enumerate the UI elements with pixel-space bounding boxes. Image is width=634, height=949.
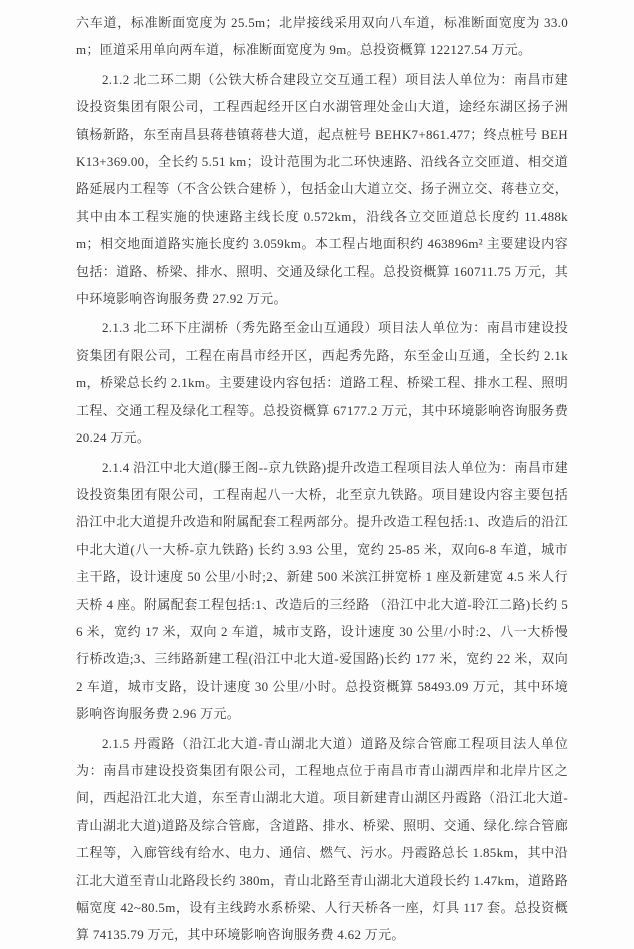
paragraph-section-2-1-4: 2.1.4 沿江中北大道(滕王阁--京九铁路)提升改造工程项目法人单位为：南昌市建设投资集团有限公司，工程南起八一大桥，北至京九铁路。项目建设内容主要包括沿江中北大道提升改造和附属配套工程两部分。提升改造工程包括:1、改造后的沿江中北大道(八一大桥-京九铁路) 长约 3.93 公里，宽约 25-85 米，双向6-8 车道，城市主干路，设计速度 50 公里/小时;2、新建 500 米滨江拼宽桥 1 座及新建宽 4.5 米人行天桥 4 座。附属配套工程包括:1、改造后的三经路 （沿江中北大道-聆江二路)长约 56 米，宽约 17 米，双向 2 车道，城市支路，设计速度 30 公里/小时:2、八一大桥慢行桥改造;3、三纬路新建工程(沿江中北大道-爱国路)长约 177 米，宽约 22 米，双向 2 车道，城市支路，设计速度 30 公里/小时。总投资概算 58493.09 万元，其中环境影响咨询服务费 2.96 万元。 [76, 459, 568, 722]
paragraph-section-2-1-5: 2.1.5 丹霞路（沿江北大道-青山湖北大道）道路及综合管廊工程项目法人单位为：南昌市建设投资集团有限公司，工程地点位于南昌市青山湖西岸和北岸片区之间，西起沿江北大道，东至青山湖北大道。项目新建青山湖区丹霞路（沿江北大道-青山湖北大道)道路及综合管廊，含道路、排水、桥梁、照明、交通、绿化.综合管廊工程等，入廊管线有给水、电力、通信、燃气、污水。丹霞路总长 1.85km，其中沿江北大道至青山北路段长约 380m，青山北路至青山湖北大道段长约 1.47km，道路路幅宽度 42~80.5m，设有主线跨水系桥梁、人行天桥各一座，灯具 117 套。总投资概算 74135.79 万元，其中环境影响咨询服务费 4.62 万元。 [76, 735, 568, 943]
paragraph-continuation: 六车道，标准断面宽度为 25.5m；北岸接线采用双向八车道，标准断面宽度为 33.0m；匝道采用单向两车道，标准断面宽度为 9m。总投资概算 122127.54 万元。 [76, 15, 568, 58]
paragraph-section-2-1-3: 2.1.3 北二环下庄湖桥（秀先路至金山互通段）项目法人单位为：南昌市建设投资集团有限公司，工程在南昌市经开区，西起秀先路，东至金山互通，全长约 2.1km，桥梁总长约 2.1km。主要建设内容包括：道路工程、桥梁工程、排水工程、照明工程、交通工程及绿化工程等。总投资概算 67177.2 万元，其中环境影响咨询服务费 20.24 万元。 [76, 320, 568, 446]
paragraph-section-2-1-2: 2.1.2 北二环二期（公铁大桥合建段立交互通工程）项目法人单位为：南昌市建设投资集团有限公司，工程西起经开区白水湖管理处金山大道，途经东湖区扬子洲镇杨新路，东至南昌县蒋巷镇蒋巷大道，起点桩号 BEHK7+861.477；终点桩号 BEHK13+369.00，全长约 5.51 km；设计范围为北二环快速路、沿线各立交匝道、相交道路延展内工程等（不含公铁合建桥 ），包括金山大道立交、扬子洲立交、蒋巷立交，其中由本工程实施的快速路主线长度 0.572km，沿线各立交匝道总长度约 11.488km；相交地面道路实施长度约 3.059km。本工程占地面积约 463896m² 主要建设内容包括：道路、桥梁、排水、照明、交通及绿化工程。总投资概算 160711.75 万元，其中环境影响咨询服务费 27.92 万元。 [76, 71, 568, 307]
